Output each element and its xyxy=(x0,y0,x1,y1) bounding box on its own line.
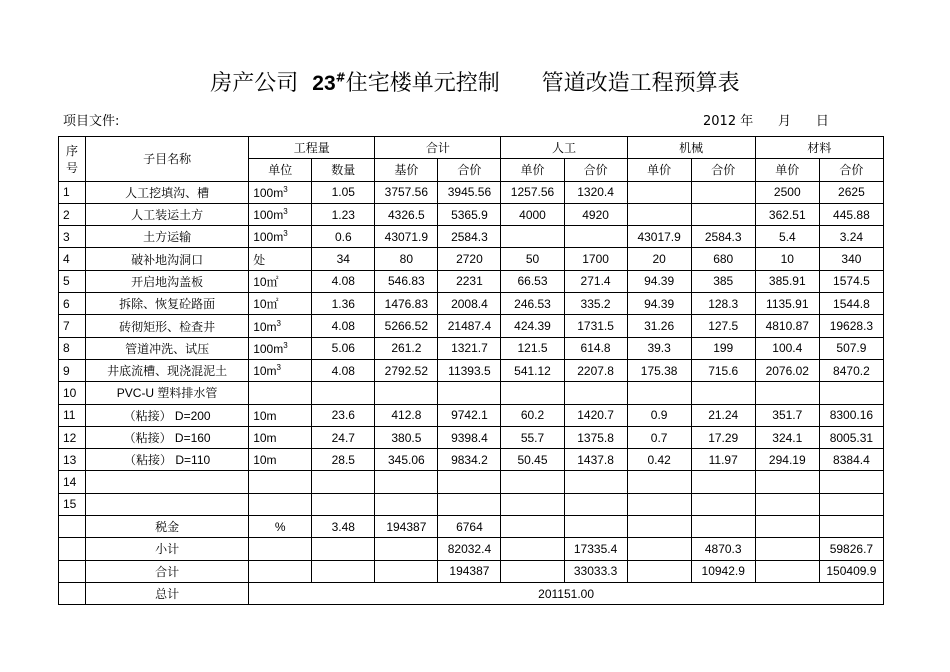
empty-cell xyxy=(375,538,438,560)
quantity-cell: 0.6 xyxy=(312,226,375,248)
item-name xyxy=(86,493,249,515)
base-price-cell: 3757.56 xyxy=(375,181,438,203)
machine-unit-cell xyxy=(627,382,691,404)
material-total-cell: 1544.8 xyxy=(819,293,883,315)
date-month: 月 xyxy=(778,114,792,129)
unit-text: 处 xyxy=(253,252,266,267)
total-price-cell: 2231 xyxy=(438,270,501,292)
item-name: 土方运输 xyxy=(86,226,249,248)
project-file-label: 项目文件: xyxy=(63,114,120,129)
material-unit-cell: 385.91 xyxy=(755,270,819,292)
table-row xyxy=(59,493,884,515)
unit-cell xyxy=(249,203,312,225)
unit-cell xyxy=(249,382,312,404)
unit-text: 100m xyxy=(253,185,284,200)
header-quantity: 工程量 xyxy=(249,137,375,159)
material-total-cell: 507.9 xyxy=(819,337,883,359)
base-price-cell xyxy=(375,471,438,493)
labor-total-cell: 2207.8 xyxy=(564,359,627,381)
row-number: 14 xyxy=(59,471,86,493)
material-total-cell: 445.88 xyxy=(819,203,883,225)
grand-total-label: 总计 xyxy=(86,582,249,604)
total-price-cell xyxy=(438,493,501,515)
table-row xyxy=(59,226,884,248)
unit-text: 100m xyxy=(253,341,284,356)
tax-label: 税金 xyxy=(86,516,249,538)
header-seq: 序 号 xyxy=(59,137,86,182)
row-number: 13 xyxy=(59,449,86,471)
labor-total-cell: 1420.7 xyxy=(564,404,627,426)
row-number: 4 xyxy=(59,248,86,270)
subtotal-label: 小计 xyxy=(86,538,249,560)
unit-cell xyxy=(249,493,312,515)
row-number: 2 xyxy=(59,203,86,225)
empty-cell xyxy=(755,538,819,560)
empty-cell xyxy=(59,560,86,582)
labor-unit-cell xyxy=(501,471,564,493)
table-row xyxy=(59,449,884,471)
empty-cell xyxy=(312,538,375,560)
base-price-cell: 1476.83 xyxy=(375,293,438,315)
labor-unit-cell: 4000 xyxy=(501,203,564,225)
unit-text: 10㎡ xyxy=(253,297,279,312)
machine-unit-cell: 39.3 xyxy=(627,337,691,359)
labor-unit-cell: 424.39 xyxy=(501,315,564,337)
grand-total-row xyxy=(59,582,884,604)
labor-unit-cell xyxy=(501,493,564,515)
material-total-cell: 1574.5 xyxy=(819,270,883,292)
material-unit-cell xyxy=(755,493,819,515)
unit-superscript: 3 xyxy=(276,363,281,373)
machine-unit-cell: 175.38 xyxy=(627,359,691,381)
total-price-cell: 2584.3 xyxy=(438,226,501,248)
machine-total-cell: 715.6 xyxy=(691,359,755,381)
labor-total-cell xyxy=(564,226,627,248)
tax-row xyxy=(59,516,884,538)
sum-label: 合计 xyxy=(86,560,249,582)
labor-total-cell xyxy=(564,471,627,493)
table-row xyxy=(59,471,884,493)
machine-unit-cell: 94.39 xyxy=(627,293,691,315)
machine-unit-cell xyxy=(627,181,691,203)
machine-unit-cell xyxy=(627,471,691,493)
unit-superscript: 3 xyxy=(283,207,288,217)
base-price-cell: 345.06 xyxy=(375,449,438,471)
material-total-cell xyxy=(819,382,883,404)
machine-total-cell: 128.3 xyxy=(691,293,755,315)
total-price-cell xyxy=(438,471,501,493)
material-unit-cell xyxy=(755,382,819,404)
header-material-sum-price: 合价 xyxy=(819,159,883,181)
header-row-1 xyxy=(59,137,884,159)
header-sum-price: 合价 xyxy=(438,159,501,181)
budget-table xyxy=(58,136,884,605)
item-name: （粘接） D=200 xyxy=(86,404,249,426)
unit-superscript: 3 xyxy=(283,340,288,350)
machine-unit-cell: 94.39 xyxy=(627,270,691,292)
quantity-cell: 23.6 xyxy=(312,404,375,426)
row-number: 11 xyxy=(59,404,86,426)
material-unit-cell: 100.4 xyxy=(755,337,819,359)
subtotal-total: 82032.4 xyxy=(438,538,501,560)
empty-cell xyxy=(627,538,691,560)
empty-cell xyxy=(755,516,819,538)
empty-cell xyxy=(375,560,438,582)
header-count: 数量 xyxy=(312,159,375,181)
date-line xyxy=(703,110,829,129)
total-price-cell: 2008.4 xyxy=(438,293,501,315)
unit-text: 100m xyxy=(253,230,284,245)
title-number-sup: # xyxy=(335,70,346,85)
unit-cell xyxy=(249,426,312,448)
quantity-cell: 34 xyxy=(312,248,375,270)
empty-cell xyxy=(755,560,819,582)
date-year-unit: 年 xyxy=(740,114,754,129)
table-row xyxy=(59,293,884,315)
sum-material: 150409.9 xyxy=(819,560,883,582)
material-unit-cell: 4810.87 xyxy=(755,315,819,337)
machine-unit-cell: 0.9 xyxy=(627,404,691,426)
unit-text: 10m xyxy=(253,319,277,334)
unit-text: 10m xyxy=(253,453,277,468)
machine-total-cell: 385 xyxy=(691,270,755,292)
machine-unit-cell: 20 xyxy=(627,248,691,270)
machine-unit-cell: 43017.9 xyxy=(627,226,691,248)
subtotal-row xyxy=(59,538,884,560)
quantity-cell xyxy=(312,471,375,493)
base-price-cell: 80 xyxy=(375,248,438,270)
machine-unit-cell: 0.7 xyxy=(627,426,691,448)
labor-unit-cell: 121.5 xyxy=(501,337,564,359)
title-prefix: 房产公司 xyxy=(210,71,313,96)
title-number: 23 xyxy=(312,72,336,95)
quantity-cell: 1.36 xyxy=(312,293,375,315)
machine-total-cell: 2584.3 xyxy=(691,226,755,248)
machine-total-cell xyxy=(691,181,755,203)
material-unit-cell: 2076.02 xyxy=(755,359,819,381)
row-number: 12 xyxy=(59,426,86,448)
unit-superscript: 3 xyxy=(283,229,288,239)
material-unit-cell: 294.19 xyxy=(755,449,819,471)
header-total: 合计 xyxy=(375,137,501,159)
total-price-cell: 21487.4 xyxy=(438,315,501,337)
base-price-cell: 412.8 xyxy=(375,404,438,426)
quantity-cell: 5.06 xyxy=(312,337,375,359)
quantity-cell: 1.05 xyxy=(312,181,375,203)
total-price-cell: 11393.5 xyxy=(438,359,501,381)
tax-base: 194387 xyxy=(375,516,438,538)
quantity-cell: 28.5 xyxy=(312,449,375,471)
table-row xyxy=(59,404,884,426)
sum-row xyxy=(59,560,884,582)
header-machine-unit-price: 单价 xyxy=(627,159,691,181)
date-day: 日 xyxy=(815,114,829,129)
machine-total-cell: 11.97 xyxy=(691,449,755,471)
unit-cell xyxy=(249,226,312,248)
header-name: 子目名称 xyxy=(86,137,249,182)
sum-labor: 33033.3 xyxy=(564,560,627,582)
labor-total-cell: 335.2 xyxy=(564,293,627,315)
machine-total-cell xyxy=(691,382,755,404)
machine-unit-cell xyxy=(627,203,691,225)
labor-unit-cell: 66.53 xyxy=(501,270,564,292)
empty-cell xyxy=(249,560,312,582)
unit-text: 10m xyxy=(253,431,277,445)
empty-cell xyxy=(564,516,627,538)
row-number: 8 xyxy=(59,337,86,359)
empty-cell xyxy=(312,560,375,582)
table-row xyxy=(59,426,884,448)
row-number: 10 xyxy=(59,382,86,404)
empty-cell xyxy=(59,538,86,560)
table-row xyxy=(59,270,884,292)
labor-total-cell: 1375.8 xyxy=(564,426,627,448)
unit-cell xyxy=(249,293,312,315)
material-total-cell: 8470.2 xyxy=(819,359,883,381)
table-row xyxy=(59,203,884,225)
quantity-cell: 4.08 xyxy=(312,315,375,337)
machine-total-cell: 21.24 xyxy=(691,404,755,426)
base-price-cell: 261.2 xyxy=(375,337,438,359)
base-price-cell: 2792.52 xyxy=(375,359,438,381)
labor-unit-cell: 1257.56 xyxy=(501,181,564,203)
subtotal-labor: 17335.4 xyxy=(564,538,627,560)
row-number: 6 xyxy=(59,293,86,315)
machine-unit-cell xyxy=(627,493,691,515)
labor-total-cell xyxy=(564,493,627,515)
quantity-cell xyxy=(312,493,375,515)
unit-text: 10m xyxy=(253,364,277,379)
row-number: 15 xyxy=(59,493,86,515)
header-labor-unit-price: 单价 xyxy=(501,159,564,181)
quantity-cell xyxy=(312,382,375,404)
unit-cell xyxy=(249,471,312,493)
total-price-cell: 9834.2 xyxy=(438,449,501,471)
quantity-cell: 1.23 xyxy=(312,203,375,225)
material-total-cell xyxy=(819,493,883,515)
empty-cell xyxy=(59,582,86,604)
tax-rate: 3.48 xyxy=(312,516,375,538)
material-total-cell: 19628.3 xyxy=(819,315,883,337)
total-price-cell: 3945.56 xyxy=(438,181,501,203)
machine-total-cell xyxy=(691,493,755,515)
material-unit-cell: 362.51 xyxy=(755,203,819,225)
header-material: 材料 xyxy=(755,137,883,159)
table-row xyxy=(59,315,884,337)
quantity-cell: 24.7 xyxy=(312,426,375,448)
unit-cell xyxy=(249,337,312,359)
material-total-cell: 2625 xyxy=(819,181,883,203)
machine-unit-cell: 31.26 xyxy=(627,315,691,337)
labor-total-cell: 614.8 xyxy=(564,337,627,359)
unit-cell xyxy=(249,248,312,270)
header-unit: 单位 xyxy=(249,159,312,181)
subtotal-machine: 4870.3 xyxy=(691,538,755,560)
item-name: 破补地沟洞口 xyxy=(86,248,249,270)
page-title xyxy=(0,66,950,97)
header-labor: 人工 xyxy=(501,137,627,159)
material-unit-cell: 324.1 xyxy=(755,426,819,448)
item-name: 管道冲洗、试压 xyxy=(86,337,249,359)
empty-cell xyxy=(627,560,691,582)
empty-cell xyxy=(691,516,755,538)
total-price-cell: 9742.1 xyxy=(438,404,501,426)
labor-unit-cell: 55.7 xyxy=(501,426,564,448)
unit-cell xyxy=(249,359,312,381)
material-unit-cell: 2500 xyxy=(755,181,819,203)
material-total-cell xyxy=(819,471,883,493)
item-name: 拆除、恢复砼路面 xyxy=(86,293,249,315)
grand-total-value: 201151.00 xyxy=(249,582,884,604)
item-name: （粘接） D=110 xyxy=(86,449,249,471)
total-price-cell xyxy=(438,382,501,404)
base-price-cell: 4326.5 xyxy=(375,203,438,225)
labor-total-cell: 1700 xyxy=(564,248,627,270)
date-year: 2012 xyxy=(703,114,737,129)
unit-text: 10m xyxy=(253,408,277,423)
row-number: 3 xyxy=(59,226,86,248)
item-name: 人工装运土方 xyxy=(86,203,249,225)
empty-cell xyxy=(501,516,564,538)
total-price-cell: 1321.7 xyxy=(438,337,501,359)
item-name: PVC-U 塑料排水管 xyxy=(86,382,249,404)
material-total-cell: 8005.31 xyxy=(819,426,883,448)
row-number: 9 xyxy=(59,359,86,381)
material-total-cell: 3.24 xyxy=(819,226,883,248)
item-name: 砖彻矩形、检查井 xyxy=(86,315,249,337)
machine-total-cell: 17.29 xyxy=(691,426,755,448)
base-price-cell xyxy=(375,493,438,515)
unit-text: 100m xyxy=(253,208,284,223)
sum-total: 194387 xyxy=(438,560,501,582)
material-total-cell: 8384.4 xyxy=(819,449,883,471)
item-name xyxy=(86,471,249,493)
labor-total-cell: 1320.4 xyxy=(564,181,627,203)
unit-cell xyxy=(249,181,312,203)
empty-cell xyxy=(819,516,883,538)
labor-unit-cell: 60.2 xyxy=(501,404,564,426)
base-price-cell xyxy=(375,382,438,404)
labor-unit-cell: 50 xyxy=(501,248,564,270)
material-unit-cell: 351.7 xyxy=(755,404,819,426)
material-total-cell: 340 xyxy=(819,248,883,270)
labor-total-cell: 1437.8 xyxy=(564,449,627,471)
base-price-cell: 546.83 xyxy=(375,270,438,292)
machine-total-cell: 127.5 xyxy=(691,315,755,337)
labor-unit-cell xyxy=(501,382,564,404)
material-unit-cell xyxy=(755,471,819,493)
unit-superscript: 3 xyxy=(283,184,288,194)
empty-cell xyxy=(501,538,564,560)
table-row xyxy=(59,248,884,270)
header-machine: 机械 xyxy=(627,137,755,159)
table-row xyxy=(59,181,884,203)
material-unit-cell: 10 xyxy=(755,248,819,270)
labor-unit-cell: 246.53 xyxy=(501,293,564,315)
table-row xyxy=(59,382,884,404)
quantity-cell: 4.08 xyxy=(312,270,375,292)
unit-cell xyxy=(249,404,312,426)
material-unit-cell: 5.4 xyxy=(755,226,819,248)
machine-total-cell xyxy=(691,203,755,225)
item-name: 人工挖填沟、槽 xyxy=(86,181,249,203)
empty-cell xyxy=(59,516,86,538)
base-price-cell: 5266.52 xyxy=(375,315,438,337)
material-total-cell: 8300.16 xyxy=(819,404,883,426)
title-rest: 住宅楼单元控制 管道改造工程预算表 xyxy=(345,71,740,96)
header-base-price: 基价 xyxy=(375,159,438,181)
empty-cell xyxy=(501,560,564,582)
labor-total-cell xyxy=(564,382,627,404)
total-price-cell: 9398.4 xyxy=(438,426,501,448)
total-price-cell: 5365.9 xyxy=(438,203,501,225)
unit-cell xyxy=(249,315,312,337)
labor-total-cell: 4920 xyxy=(564,203,627,225)
machine-total-cell: 680 xyxy=(691,248,755,270)
machine-unit-cell: 0.42 xyxy=(627,449,691,471)
unit-superscript: 3 xyxy=(276,318,281,328)
unit-cell xyxy=(249,270,312,292)
material-unit-cell: 1135.91 xyxy=(755,293,819,315)
item-name: 开启地沟盖板 xyxy=(86,270,249,292)
labor-unit-cell xyxy=(501,226,564,248)
empty-cell xyxy=(249,538,312,560)
header-machine-sum-price: 合价 xyxy=(691,159,755,181)
tax-total: 6764 xyxy=(438,516,501,538)
empty-cell xyxy=(627,516,691,538)
unit-cell xyxy=(249,449,312,471)
row-number: 5 xyxy=(59,270,86,292)
unit-text: 10㎡ xyxy=(253,274,279,289)
table-row xyxy=(59,359,884,381)
labor-unit-cell: 50.45 xyxy=(501,449,564,471)
machine-total-cell: 199 xyxy=(691,337,755,359)
base-price-cell: 380.5 xyxy=(375,426,438,448)
machine-total-cell xyxy=(691,471,755,493)
row-number: 7 xyxy=(59,315,86,337)
item-name: （粘接） D=160 xyxy=(86,426,249,448)
total-price-cell: 2720 xyxy=(438,248,501,270)
quantity-cell: 4.08 xyxy=(312,359,375,381)
subtotal-material: 59826.7 xyxy=(819,538,883,560)
table-row xyxy=(59,337,884,359)
row-number: 1 xyxy=(59,181,86,203)
tax-unit: % xyxy=(249,516,312,538)
header-material-unit-price: 单价 xyxy=(755,159,819,181)
labor-total-cell: 271.4 xyxy=(564,270,627,292)
sum-machine: 10942.9 xyxy=(691,560,755,582)
header-labor-sum-price: 合价 xyxy=(564,159,627,181)
labor-total-cell: 1731.5 xyxy=(564,315,627,337)
labor-unit-cell: 541.12 xyxy=(501,359,564,381)
base-price-cell: 43071.9 xyxy=(375,226,438,248)
item-name: 井底流槽、现浇混泥土 xyxy=(86,359,249,381)
